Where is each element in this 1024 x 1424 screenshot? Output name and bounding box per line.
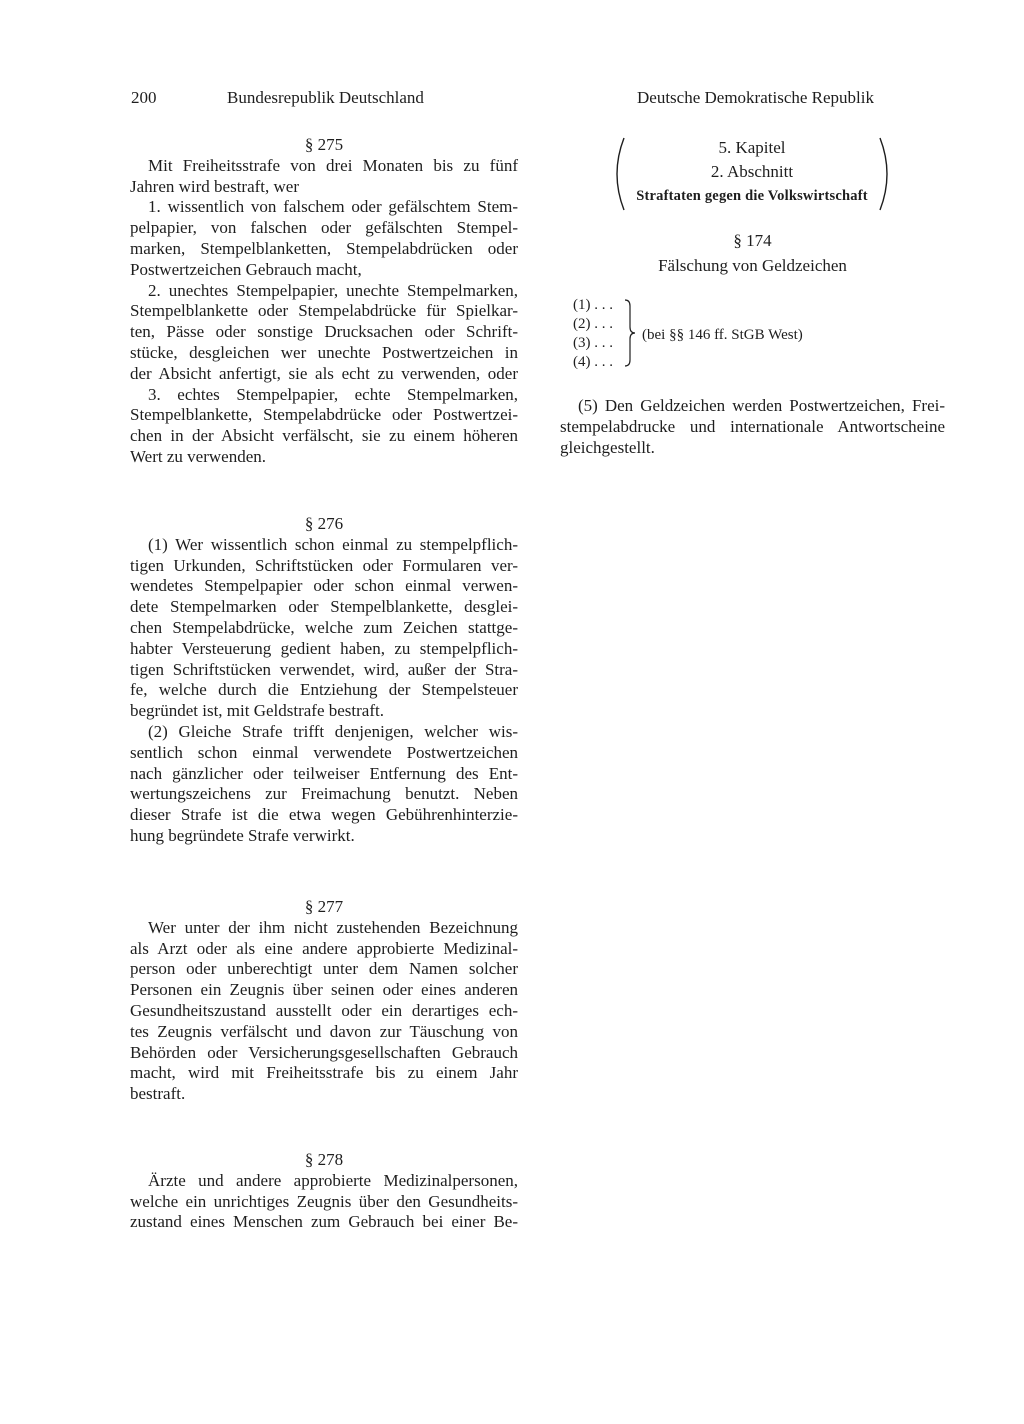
s276-para2-line-4: wertungszeichens zur Freimachung benutzt. Neben: [130, 784, 518, 804]
s277-para-line-4: Personen ein Zeugnis über seinen oder eines anderen: [130, 980, 518, 1000]
s276-para2-line-2: sentlich schon einmal verwendete Postwertzeichen: [130, 742, 518, 762]
chapter-heading-block: [612, 136, 892, 216]
s275-item3-line-1: 3. echtes Stempelpapier, echte Stempelmarken,: [148, 384, 518, 404]
header-right-title: Deutsche Demokratische Republik: [637, 88, 874, 107]
s276-para1-line-8: fe, welche durch die Entziehung der Stempelsteuer: [130, 680, 518, 700]
right-parenthesis-icon: [878, 136, 892, 212]
s275-item1-line-2: pelpapier, von falschen oder gefälschten Stempel-: [130, 218, 518, 238]
s275-item2-line-3: ten, Pässe oder sonstige Drucksachen oder Schrift-: [130, 322, 518, 342]
header-left-title: Bundesrepublik Deutschland: [227, 88, 424, 107]
s174-para5: [560, 396, 945, 458]
s276-para1-line-3: wendetes Stempelpapier oder schon einmal verwen-: [130, 576, 518, 596]
s276-para1-line-7: tigen Schriftstücken verwendet, wird, außer der Stra-: [130, 659, 518, 679]
s276-para2-line-1: (2) Gleiche Strafe trifft denjenigen, welcher wis-: [148, 721, 518, 741]
s276-para1-line-6: habter Versteuerung gedient haben, zu stempelpflich-: [130, 638, 518, 658]
s275-item2-line-5: der Absicht anfertigt, sie als echt zu verwenden, oder: [130, 363, 518, 383]
s275-intro-line-2: Jahren wird bestraft, wer: [130, 176, 299, 196]
s275-item3-line-2: Stempelblankette, Stempelabdrücke oder Postwertzei-: [130, 405, 518, 425]
section-278-heading: § 278: [304, 1150, 344, 1169]
s276-para1-line-4: dete Stempelmarken oder Stempelblankette, desglei-: [130, 597, 518, 617]
s275-item2-line-4: stücke, desgleichen wer unechte Postwertzeichen in: [130, 342, 518, 362]
list-item: (2) . . .: [573, 316, 613, 332]
s275-item2-line-2: Stempelblankette oder Stempelabdrücke für Spielkar-: [130, 301, 518, 321]
s277-para-line-3: person oder unberechtigt unter dem Namen solcher: [130, 959, 518, 979]
s276-para1-line-1: (1) Wer wissentlich schon einmal zu stempelpflich-: [148, 534, 518, 554]
s278-para-line-1: Ärzte und andere approbierte Medizinalpersonen,: [148, 1170, 518, 1190]
left-parenthesis-icon: [612, 136, 626, 212]
list-item: (3) . . .: [573, 335, 613, 351]
chapter-label: 5. Kapitel: [718, 138, 786, 157]
s276-para2-line-5: dieser Strafe ist die etwa wegen Gebührenhinterzie-: [130, 805, 518, 825]
s174-para5-line-3: gleichgestellt.: [560, 437, 655, 457]
page-number: 200: [131, 88, 157, 107]
section-277: [130, 897, 518, 1105]
s278-para-line-3: zustand eines Menschen zum Gebrauch bei einer Be-: [130, 1212, 518, 1232]
s275-item2-line-1: 2. unechtes Stempelpapier, unechte Stempelmarken,: [148, 280, 518, 300]
section-label: 2. Abschnitt: [710, 162, 794, 181]
s275-item3-line-4: Wert zu verwenden.: [130, 446, 266, 466]
s277-para-line-5: Gesundheitszustand ausstellt oder ein derartiges ech-: [130, 1000, 518, 1020]
brace-note: (bei §§ 146 ff. StGB West): [642, 327, 803, 343]
s277-para-line-1: Wer unter der ihm nicht zustehenden Bezeichnung: [148, 917, 518, 937]
s275-item1-line-3: marken, Stempelblanketten, Stempelabdrücken oder: [130, 238, 518, 258]
section-174: [560, 231, 945, 277]
s277-para-line-2: als Arzt oder als eine andere approbierte Medizinal-: [130, 938, 518, 958]
s275-intro-line-1: Mit Freiheitsstrafe von drei Monaten bis zu fünf: [148, 155, 518, 175]
section-278: [130, 1150, 518, 1233]
s276-para2-line-6: hung begründete Strafe verwirkt.: [130, 825, 355, 845]
s277-para-line-6: tes Zeugnis verfälscht und davon zur Täuschung von: [130, 1021, 518, 1041]
section-276: [130, 514, 518, 847]
s277-para-line-8: macht, wird mit Freiheitsstrafe bis zu einem Jahr: [130, 1063, 518, 1083]
s275-item1-line-1: 1. wissentlich von falschem oder gefälschtem Stem-: [148, 197, 518, 217]
s276-para2-line-3: nach gänzlicher oder teilweiser Entfernung des Ent-: [130, 763, 518, 783]
curly-brace-icon: [622, 298, 636, 368]
s174-para5-line-1: (5) Den Geldzeichen werden Postwertzeichen, Frei-: [578, 396, 945, 415]
s277-para-line-9: bestraft.: [130, 1084, 186, 1104]
s277-para-line-7: Behörden oder Versicherungsgesellschaften Gebrauch: [130, 1042, 518, 1062]
list-item: (4) . . .: [573, 354, 613, 370]
section-275-heading: § 275: [304, 135, 344, 154]
section-276-heading: § 276: [304, 514, 344, 533]
section-title: Straftaten gegen die Volkswirtschaft: [636, 188, 868, 204]
s276-para1-line-5: chen Stempelabdrücke, welche zum Zeichen stattge-: [130, 617, 518, 637]
section-174-heading: § 174: [733, 231, 772, 250]
s275-item3-line-3: chen in der Absicht verfälscht, sie zu einem höheren: [130, 426, 518, 446]
s174-para5-line-2: stempelabdrucke und internationale Antwortscheine: [560, 416, 945, 436]
list-item: (1) . . .: [573, 297, 613, 313]
section-277-heading: § 277: [304, 897, 344, 916]
s276-para1-line-2: tigen Urkunden, Schriftstücken oder Formularen ver-: [130, 555, 518, 575]
section-174-title: Fälschung von Geldzeichen: [658, 255, 847, 275]
section-275: [130, 135, 518, 468]
s275-item1-line-4: Postwertzeichen Gebrauch macht,: [130, 259, 362, 279]
s174-subitems-list: [573, 296, 613, 372]
s278-para-line-2: welche ein unrichtiges Zeugnis über den Gesundheits-: [130, 1191, 518, 1211]
s276-para1-line-9: begründet ist, mit Geldstrafe bestraft.: [130, 701, 384, 721]
